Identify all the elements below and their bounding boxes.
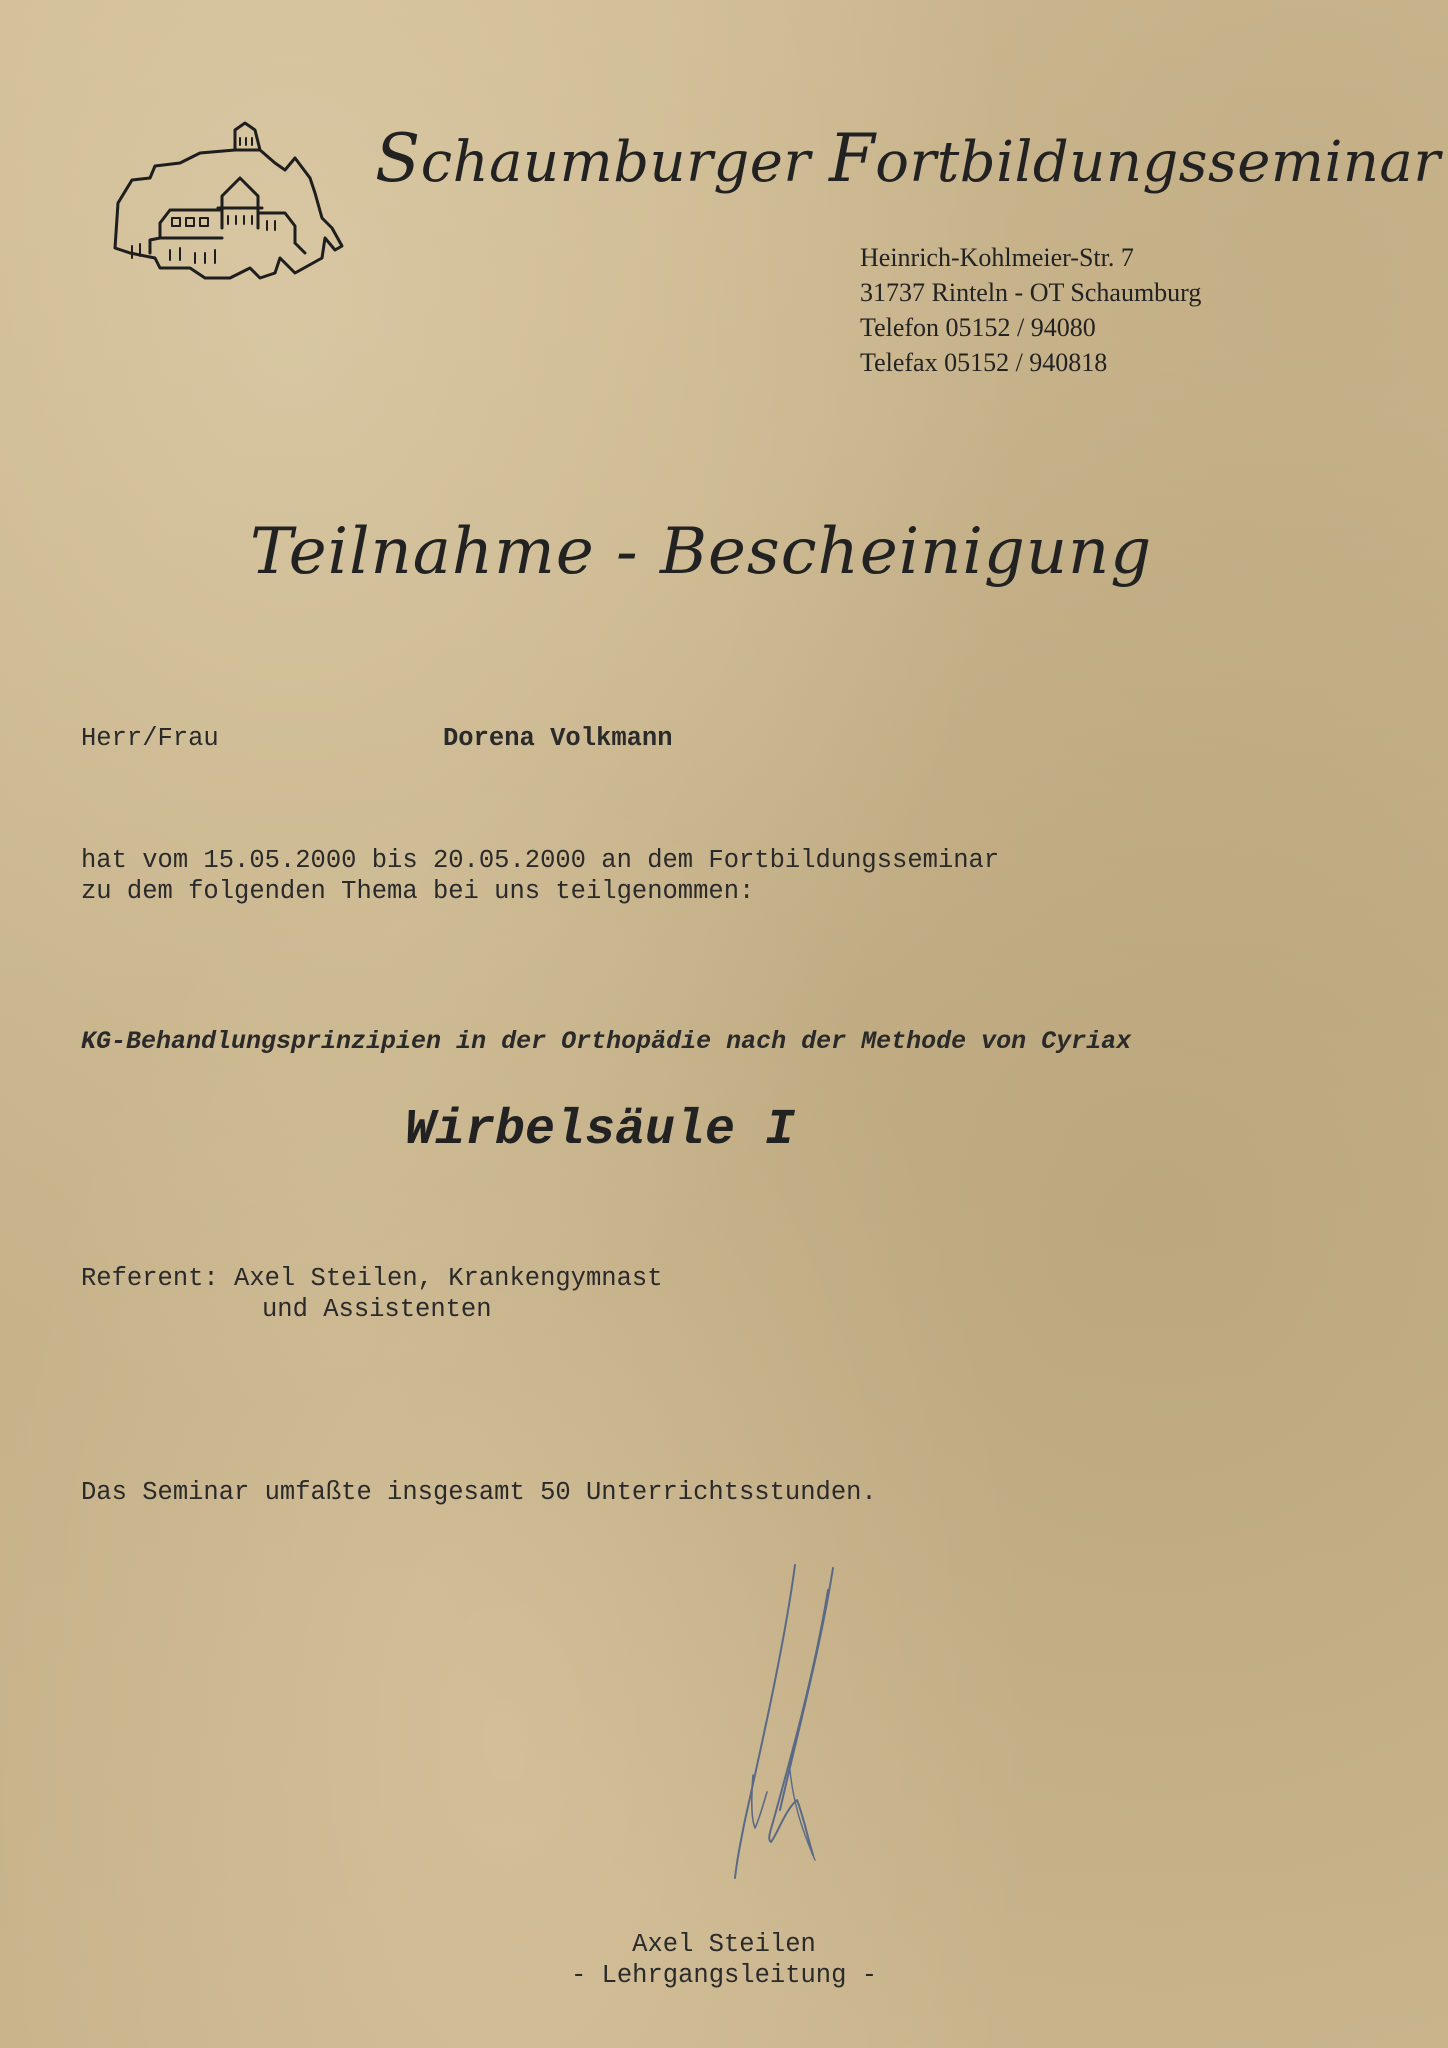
attendance-line-1: hat vom 15.05.2000 bis 20.05.2000 an dem Fortbildungsseminar [81, 846, 1000, 875]
castle-icon [110, 118, 345, 288]
org-name-part-2: ortbildungsseminar [875, 130, 1441, 195]
referent-line-2: und Assistenten [262, 1295, 492, 1324]
salutation-label: Herr/Frau [81, 724, 219, 753]
address-fax: Telefax 05152 / 940818 [860, 348, 1108, 377]
referent-block [81, 1263, 663, 1325]
org-name-initial-f: F [828, 120, 876, 197]
organization-name [375, 120, 1441, 197]
signature [685, 1560, 865, 1890]
signer-block [0, 1929, 1448, 1991]
hours-text: Das Seminar umfaßte insgesamt 50 Unterrichtsstunden. [81, 1478, 877, 1507]
participant-name: Dorena Volkmann [443, 724, 673, 753]
address-block [860, 240, 1201, 380]
address-street: Heinrich-Kohlmeier-Str. 7 [860, 243, 1134, 272]
address-phone: Telefon 05152 / 94080 [860, 313, 1096, 342]
referent-line-1: Referent: Axel Steilen, Krankengymnast [81, 1264, 663, 1293]
course-title: Wirbelsäule I [405, 1102, 796, 1159]
address-city: 31737 Rinteln - OT Schaumburg [860, 278, 1202, 307]
attendance-line-2: zu dem folgenden Thema bei uns teilgenommen: [81, 877, 755, 906]
signer-role: - Lehrgangsleitung - [570, 1961, 878, 1990]
org-name-part-1: chaumburger [420, 130, 829, 195]
org-name-initial-s: S [375, 120, 421, 197]
certificate-title: Teilnahme - Bescheinigung [250, 515, 1153, 589]
course-subtitle: KG-Behandlungsprinzipien in der Orthopädie nach der Methode von Cyriax [81, 1027, 1132, 1056]
attendance-text [81, 845, 999, 907]
signer-name: Axel Steilen [632, 1930, 816, 1959]
